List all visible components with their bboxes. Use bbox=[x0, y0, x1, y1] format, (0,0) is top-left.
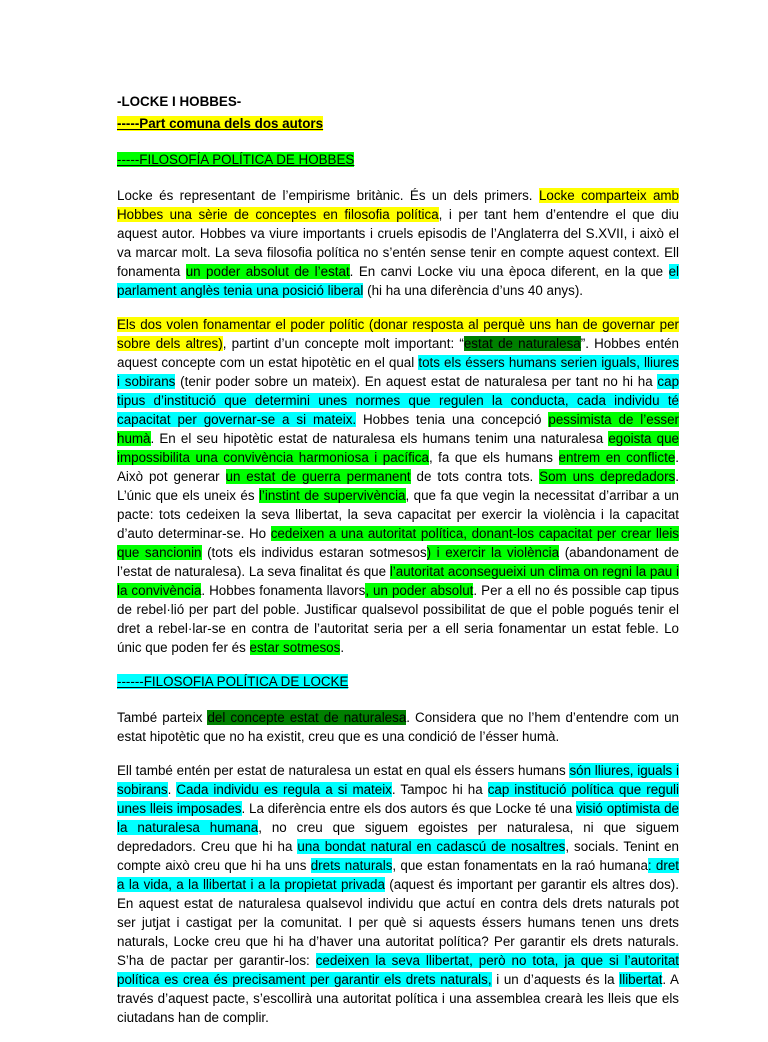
highlighted-text: ) i exercir la violència bbox=[426, 545, 560, 560]
text-run: (aquest és important per garantir els altres dos). En aquest estat de naturalesa qualsevol individu que actuí en contra dels drets naturals pot ser jutjat i castigat per la comunitat. I per què si aquests éssers humans tenen uns drets naturals, Locke creu que hi ha d’haver una autoritat política? Per garantir els drets naturals. S’ha de pactar per garantir-los: bbox=[117, 877, 679, 968]
document-body bbox=[117, 92, 679, 1042]
text-run: , i per tant hem d’entendre el que diu aquest autor. Hobbes va viure importants i cruels episodis de l’Anglaterra del S.XVII, i això el va marcar molt. La seva filosofia política no s’entén sense tenir en compte aquest context. Ell fonamenta bbox=[117, 207, 679, 279]
text-run: Ell també entén per estat de naturalesa un estat en qual els éssers humans bbox=[117, 763, 570, 778]
highlighted-text: del concepte estat de naturalesa bbox=[207, 710, 407, 725]
section-heading-hobbes bbox=[117, 150, 679, 169]
highlighted-text: cedeixen a una autoritat política, donant-los capacitat per crear lleis que sancionin bbox=[117, 526, 679, 560]
highlighted-text: , un poder absolut bbox=[365, 583, 474, 598]
text-run: També parteix bbox=[117, 710, 208, 725]
text-run: , fa que els humans bbox=[428, 450, 559, 465]
text-run: . La diferència entre els dos autors és que Locke té una bbox=[241, 801, 577, 816]
highlighted-text: pessimista de l’esser humà bbox=[117, 412, 679, 446]
highlighted-text: Cada individu es regula a si mateix bbox=[176, 782, 392, 797]
text-run: Locke és representant de l’empirisme britànic. És un dels primers. bbox=[117, 188, 539, 203]
section-heading-hobbes-text: -----FILOSOFÍA POLÍTICA DE HOBBES bbox=[117, 152, 355, 167]
section-heading-locke bbox=[117, 672, 679, 691]
text-run: ”. Hobbes entén aquest concepte com un estat hipotètic en el qual bbox=[117, 336, 679, 370]
text-run: . Això pot generar bbox=[117, 450, 679, 484]
text-run: (abandonament de l’estat de naturalesa). La seva finalitat és que bbox=[117, 545, 679, 579]
paragraph-locke-nature bbox=[117, 761, 679, 1027]
text-run: , no creu que siguem egoistes per naturalesa, ni que siguem depredadors. Creu que hi ha bbox=[117, 820, 679, 854]
paragraph-hobbes bbox=[117, 315, 679, 657]
highlighted-text: tots els éssers humans serien iguals, lliures i sobirans bbox=[117, 355, 680, 389]
text-run: . Considera que no l’hem d’entendre com un estat hipotètic que no ha existit, creu que es una condició de l’ésser humà. bbox=[117, 710, 679, 744]
highlighted-text: Els dos volen fonamentar el poder polític (donar resposta al perquè uns han de governar per sobre dels altres) bbox=[117, 317, 679, 351]
text-run: . bbox=[340, 640, 345, 655]
highlighted-text: drets naturals bbox=[310, 858, 393, 873]
highlighted-text: l’autoritat aconsegueixi un clima on regni la pau i la convivència bbox=[117, 564, 679, 598]
text-run: , que estan fonamentats en la raó humana bbox=[392, 858, 648, 873]
highlighted-text: llibertat bbox=[619, 972, 663, 987]
text-run: , que fa que vegin la necessitat d’arribar a un pacte: tots cedeixen la seva llibertat, la seva capacitat per exercir la violència i la capacitat d’auto determinar-se. Ho bbox=[117, 488, 680, 541]
highlighted-text: Locke comparteix amb Hobbes una sèrie de conceptes en filosofia política bbox=[117, 188, 679, 222]
text-run: i un d’aquests és la bbox=[491, 972, 620, 987]
section-heading-locke-text: ------FILOSOFIA POLÍTICA DE LOCKE bbox=[117, 674, 349, 689]
highlighted-text: egoista que impossibilita una convivència harmoniosa i pacífica bbox=[117, 431, 680, 465]
document-title: -LOCKE I HOBBES- bbox=[117, 94, 242, 109]
text-run: Hobbes tenia una concepció bbox=[356, 412, 549, 427]
highlighted-text: estat de naturalesa bbox=[463, 336, 581, 351]
text-run: . L’únic que els uneix és bbox=[117, 469, 679, 503]
highlighted-text: : dret a la vida, a la llibertat i a la propietat privada bbox=[117, 858, 679, 892]
highlighted-text: un estat de guerra permanent bbox=[225, 469, 411, 484]
highlighted-text: estar sotmesos bbox=[249, 640, 341, 655]
text-run: . En canvi Locke viu una època diferent, en la que bbox=[349, 264, 669, 279]
highlighted-text: un poder absolut de l’estat bbox=[185, 264, 350, 279]
highlighted-text: una bondat natural en cadascú de nosaltres bbox=[297, 839, 566, 854]
paragraph-locke-concept bbox=[117, 708, 679, 746]
text-run: . Per a ell no és possible cap tipus de rebel·lió per part del poble. Justificar qualsevol possibilitat de que el poble pogués tenir el dret a rebel·lar-se en contra de l’autoritat seria per a ell seria fonamentar un estat feble. Lo únic que poden fer és bbox=[117, 583, 679, 655]
highlighted-text: Som uns depredadors bbox=[539, 469, 676, 484]
highlighted-text: entrem en conflicte bbox=[558, 450, 676, 465]
highlighted-text: l’instint de supervivència bbox=[258, 488, 406, 503]
highlighted-text: són lliures, iguals i sobirans bbox=[117, 763, 679, 797]
text-run: , partint d’un concepte molt important: “ bbox=[222, 336, 464, 351]
text-run: . Hobbes fonamenta llavors bbox=[201, 583, 366, 598]
text-run: de tots contra tots. bbox=[410, 469, 540, 484]
text-run: . bbox=[167, 782, 177, 797]
highlighted-text: el parlament anglès tenia una posició liberal bbox=[117, 264, 679, 298]
text-run: , socials. Tenint en compte això creu que hi ha uns bbox=[117, 839, 680, 873]
highlighted-text: cedeixen la seva llibertat, però no tota, ja que si l’autoritat política es crea és precisament per garantir els drets naturals, bbox=[117, 953, 679, 987]
text-run: . En el seu hipotètic estat de naturalesa els humans tenim una naturalesa bbox=[150, 431, 609, 446]
highlighted-text: visió optimista de la naturalesa humana bbox=[117, 801, 679, 835]
text-run: (tots els individus estaran sotmesos bbox=[201, 545, 427, 560]
text-run: . Tampoc hi ha bbox=[391, 782, 488, 797]
text-run: (tenir poder sobre un mateix). En aquest estat de naturalesa per tant no hi ha bbox=[175, 374, 658, 389]
highlighted-text: cap institució política que reguli unes lleis imposades bbox=[117, 782, 680, 816]
paragraph-intro bbox=[117, 186, 679, 300]
highlighted-text: cap tipus d’institució que determini unes normes que regulen la conducta, cada individu té capacitat per governar-se a si mateix. bbox=[117, 374, 680, 427]
text-run: . A través d’aquest pacte, s’escollirà una autoritat política i una assemblea crearà les lleis que els ciutadans han de complir. bbox=[117, 972, 679, 1025]
subtitle-highlight: -----Part comuna dels dos autors bbox=[117, 116, 324, 131]
text-run: (hi ha una diferència d’uns 40 anys). bbox=[363, 283, 583, 298]
subtitle-common-part bbox=[117, 114, 679, 133]
